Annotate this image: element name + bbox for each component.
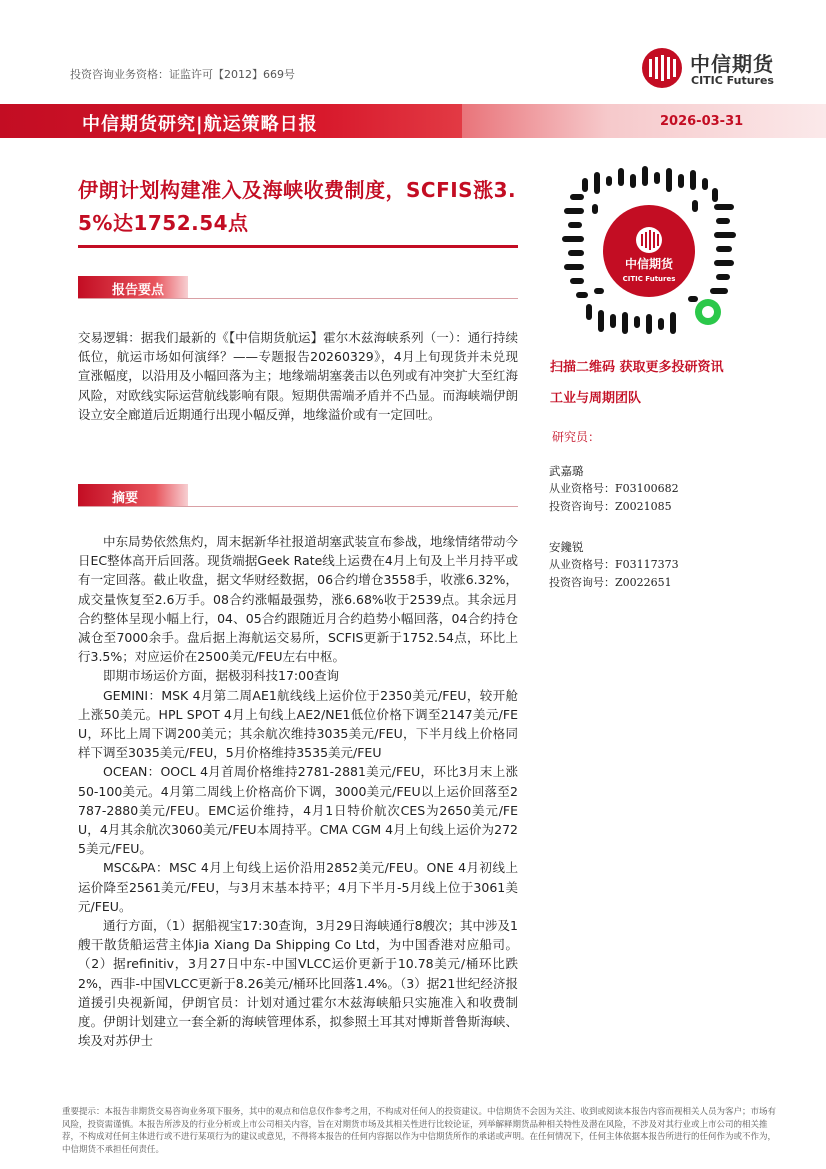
license-text: 投资咨询业务资格：证监许可【2012】669号 [70, 68, 295, 81]
summary-paragraph: GEMINI：MSK 4月第二周AE1航线线上运价位于2350美元/FEU，较开舱上涨50美元。HPL SPOT 4月上旬线上AE2/NE1低位价格下调至2147美元/FEU，环比上周下调200美元；其余航次维持3035美元/FEU，下半月线上价格同样下调至3035美元/FEU，5月价格维持3535美元/FEU [78, 687, 518, 761]
summary-paragraph: 通行方面，（1）据船视宝17:30查询，3月29日海峡通行8艘次；其中涉及1艘干散货船运营主体Jia Xiang Da Shipping Co Ltd，为中国香港对应船司。（2）据refinitiv，3月27日中东-中国VLCC运价更新于10.78美元/桶环比跌2%，西非-中国VLCC更新于8.26美元/桶环比回落1.4%。（3）据21世纪经济报道援引央视新闻，伊朗官员：计划对通过霍尔木兹海峡船只实施准入和收费制度。伊朗计划建立一套全新的海峡管理体系，拟参照土耳其对博斯普鲁斯海峡、埃及对苏伊士 [78, 918, 518, 1049]
report-points-tag [78, 276, 518, 300]
qr-call-to-action: 扫描二维码 获取更多投研资讯 [550, 360, 724, 375]
team-name: 工业与周期团队 [550, 391, 642, 406]
qr-pattern-icon [562, 164, 736, 338]
disclaimer-text: 重要提示：本报告非期货交易咨询业务项下服务，其中的观点和信息仅作参考之用，不构成对任何人的投资建议。中信期货不会因为关注、收到或阅读本报告内容而视相关人员为客户；市场有风险，投资需谨慎。本报告所涉及的行业分析或上市公司相关内容，旨在对期货市场及其相关性进行比较论证，列举解释期货品种相关特性及潜在风险，不涉及对其行业或上市公司的相关推荐，不构成对任何主体进行或不进行某项行为的建议或意见，不得将本报告的任何内容据以作为中信期货所作的承诺或声明。在任何情况下，任何主体依据本报告所进行的任何作为或不作为，中信期货不承担任何责任。 [62, 1107, 777, 1155]
report-headline: 伊朗计划构建准入及海峡收费制度，SCFIS涨3.5%达1752.54点 [78, 178, 517, 235]
report-series-title: 中信期货研究|航运策略日报 [82, 114, 318, 135]
analysts-label: 研究员： [552, 430, 601, 444]
analyst-card [549, 462, 679, 516]
analyst-cert: 从业资格号：F03100682 [549, 482, 679, 495]
analyst-consult: 投资咨询号：Z0021085 [549, 500, 672, 513]
analyst-name: 安鑱锐 [549, 540, 584, 554]
logo-en-text: CITIC Futures [691, 74, 774, 87]
summary-paragraph: 中东局势依然焦灼，周末据新华社报道胡塞武装宣布参战，地缘情绪带动今日EC整体高开后回落。现货端据Geek Rate线上运费在4月上旬及上半月持平或有一定回落。截止收盘，据文华财经数据，06合约增仓3558手，收涨6.32%，成交量恢复至2.6万手。08合约涨幅最强势，涨6.68%收于2539点。其余远月合约整体呈现小幅上行，04、05合约跟随近月合约趋势小幅回落，04合约持仓减仓至7000余手。盘后据上海航运交易所，SCFIS更新于1752.54点，环比上行3.5%；对应运价在2500美元/FEU左右中枢。 [78, 534, 518, 665]
summary-body [78, 532, 518, 1050]
summary-paragraph: OCEAN：OOCL 4月首周价格维持2781-2881美元/FEU，环比3月末上涨50-100美元。4月第二周线上价格高价下调，3000美元/FEU以上运价回落至2787-2880美元/FEU。EMC运价维持，4月1日特价航次CES为2650美元/FEU，4月其余航次3060美元/FEU本周持平。CMA CGM 4月上旬线上运价为2725美元/FEU。 [78, 764, 518, 857]
report-date: 2026-03-31 [660, 114, 744, 129]
qr-code[interactable] [562, 164, 736, 338]
qr-logo-cn: 中信期货 [624, 257, 674, 271]
analyst-name: 武嘉璐 [549, 464, 584, 478]
report-points-text: 交易逻辑：据我们最新的《【中信期货航运】霍尔木兹海峡系列（一）：通行持续低位，航运市场如何演绎？——专题报告20260329》，4月上旬现货并未兑现宣涨幅度，以沿用及小幅回落为主；地缘端胡塞袭击以色列或有冲突扩大至红海风险，对欧线实际运营航线影响有限。短期供需端矛盾并不凸显。而海峡端伊朗设立安全廊道后近期通行出现小幅反弹，地缘溢价或有一定回吐。 [78, 330, 518, 422]
title-bar [0, 104, 826, 138]
qr-logo-en: CITIC Futures [622, 275, 676, 283]
citic-futures-logo [640, 44, 810, 100]
citic-logo-icon [640, 46, 684, 90]
summary-paragraph: MSC&PA：MSC 4月上旬线上运价沿用2852美元/FEU。ONE 4月初线上运价降至2561美元/FEU，与3月末基本持平；4月下半月-5月线上位于3061美元/FEU。 [78, 860, 518, 914]
summary-paragraph: 即期市场运价方面，据极羽科技17:00查询 [103, 668, 340, 684]
summary-label: 摘要 [112, 491, 139, 506]
report-points-label: 报告要点 [112, 283, 165, 298]
headline-divider [78, 245, 518, 248]
analyst-consult: 投资咨询号：Z0022651 [549, 576, 672, 589]
analyst-cert: 从业资格号：F03117373 [549, 558, 679, 571]
logo-cn-text: 中信期货 [690, 52, 774, 76]
summary-tag [78, 484, 518, 508]
analyst-card [549, 538, 679, 592]
